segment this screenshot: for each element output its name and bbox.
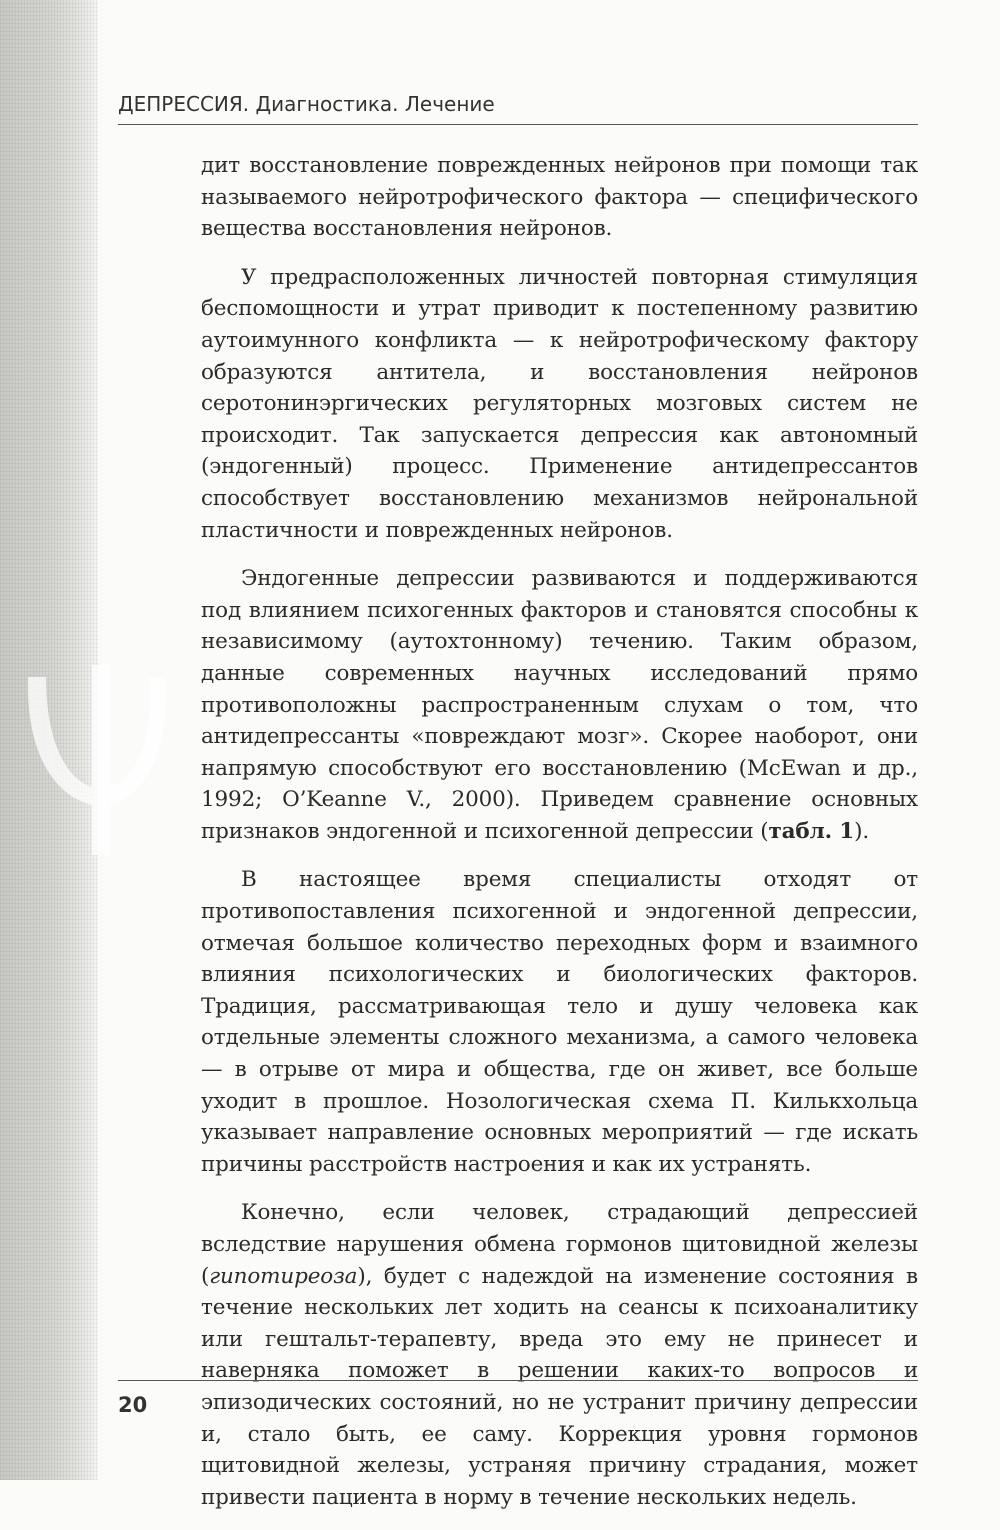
paragraph: [201, 563, 918, 847]
paragraph: В настоящее время специалисты отходят от противопоставления психогенной и эндогенной депрессии, отмечая большое количество переходных форм и взаимного влияния психологических и биологических факторов. Традиция, рассматривающая тело и душу человека как отдельные элементы сложного механизма, а самого человека — в отрыве от мира и общества, где он живет, все больше уходит в прошлое. Нозологическая схема П. Килькхольца указывает направление основных мероприятий — где искать причины расстройств настроения и как их устранять.: [201, 867, 918, 1177]
body-text: [201, 150, 918, 1530]
paragraph: [201, 1197, 918, 1513]
footer-rule: [118, 1380, 918, 1381]
table-reference: табл. 1: [768, 818, 855, 844]
psi-symbol-icon: [22, 655, 172, 865]
paragraph-text: ), будет с надеждой на изменение состояния в течение нескольких лет ходить на сеансы к психоаналитику или гештальт-терапевту, вреда это ему не принесет и наверняка поможет в решении каких-то вопросов и эпизодических состояний, но не устранит причину депрессии и, стало быть, ее саму. Коррекция уровня гормонов щитовидной железы, устраняя причину страдания, может привести пациента в норму в течение нескольких недель.: [201, 1263, 918, 1510]
header-rule: [118, 124, 918, 125]
page-number: 20: [118, 1393, 148, 1417]
paragraph-text: Эндогенные депрессии развиваются и поддерживаются под влиянием психогенных факторов и становятся способны к независимому (аутохтонному) течению. Таким образом, данные современных научных исследований прямо противоположны распространенным слухам о том, что антидепрессанты «повреждают мозг». Скорее наоборот, они напрямую способствуют его восстановлению (McEwan и др., 1992; O’Keanne V., 2000). Приведем сравнение основных признаков эндогенной и психогенной депрессии (: [201, 566, 918, 844]
paragraph: дит восстановление поврежденных нейронов при помощи так называемого нейротрофического фактора — специфического вещества восстановления нейронов.: [201, 153, 918, 242]
paragraph: У предрасположенных личностей повторная стимуляция беспомощности и утрат приводит к постепенному развитию аутоимунного конфликта — к нейротрофическому фактору образуются антитела, и восстановления нейронов серотонинэргических регуляторных мозговых систем не происходит. Так запускается депрессия как автономный (эндогенный) процесс. Применение антидепрессантов способствует восстановлению механизмов нейрональной пластичности и поврежденных нейронов.: [201, 264, 918, 543]
italic-term: гипотиреоза: [209, 1263, 358, 1289]
running-head: ДЕПРЕССИЯ. Диагностика. Лечение: [118, 92, 495, 116]
paragraph-text: Конечно, если человек, страдающий депрессией вследствие нарушения обмена гормонов щитовидной железы (: [201, 1200, 918, 1289]
paragraph-text: ).: [854, 818, 870, 844]
